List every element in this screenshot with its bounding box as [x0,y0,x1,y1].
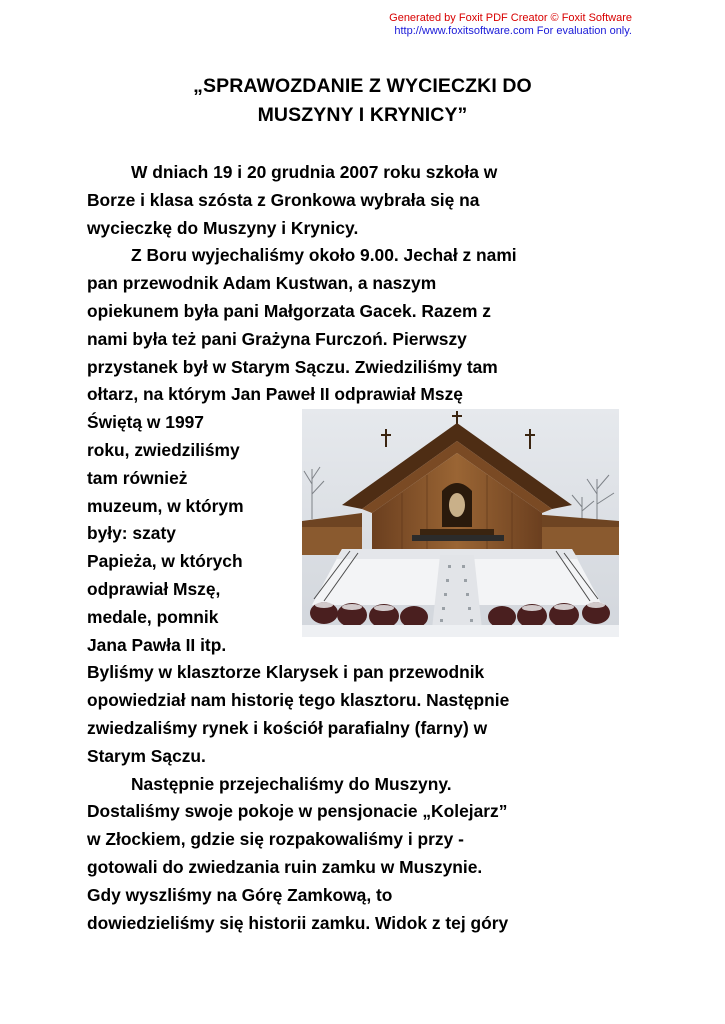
paragraph-2-line: przystanek był w Starym Sączu. Zwiedziliśmy tam [87,356,498,377]
paragraph-2-line: zwiedzaliśmy rynek i kościół parafialny (farny) w [87,717,488,738]
wrapped-line: medale, pomnik [87,606,219,627]
paragraph-2-line: Byliśmy w klasztorze Klarysek i pan przewodnik [87,662,485,683]
paragraph-3-line: Gdy wyszliśmy na Górę Zamkową, to [87,884,393,905]
paragraph-1-line: Borze i klasa szósta z Gronkowa wybrała się na [87,189,480,210]
paragraph-3-line: w Złockiem, gdzie się rozpakowaliśmy i przy - [87,829,464,850]
paragraph-3-line: Następnie przejechaliśmy do Muszyny. [131,773,452,794]
paragraph-2-line: nami była też pani Grażyna Furczoń. Pierwszy [87,328,467,349]
document-title [0,72,725,130]
wrapped-line: tam również [87,467,188,488]
title-line-2: MUSZYNY I KRYNICY” [257,104,468,126]
paragraph-2-line: Starym Sączu. [87,745,206,766]
paragraph-3-line: dowiedzieliśmy się historii zamku. Widok z tej góry [87,912,509,933]
paragraph-3-line: Dostaliśmy swoje pokoje w pensjonacie „Kolejarz” [87,801,508,822]
paragraph-1-line: wycieczkę do Muszyny i Krynicy. [87,217,359,238]
altar-illustration [302,409,619,637]
wrapped-line: Jana Pawła II itp. [87,634,227,655]
watermark-line-2: http://www.foxitsoftware.com For evaluation only. [394,25,632,37]
paragraph-2-line: pan przewodnik Adam Kustwan, a naszym [87,273,437,294]
wrapped-line: były: szaty [87,523,176,544]
wrapped-line: Świętą w 1997 [87,412,204,433]
title-line-1: „SPRAWOZDANIE Z WYCIECZKI DO [193,75,532,97]
paragraph-2-line: Z Boru wyjechaliśmy około 9.00. Jechał z nami [131,245,517,266]
paragraph-3-line: gotowali do zwiedzania ruin zamku w Muszynie. [87,856,483,877]
wrapped-line: muzeum, w którym [87,495,244,516]
watermark-line-1: Generated by Foxit PDF Creator © Foxit Software [389,12,632,24]
wrapped-line: Papieża, w których [87,551,243,572]
paragraph-2-line: opiekunem była pani Małgorzata Gacek. Razem z [87,300,491,321]
paragraph-2-line: ołtarz, na którym Jan Paweł II odprawiał Mszę [87,384,463,405]
foxit-watermark [389,12,632,38]
wrapped-line: roku, zwiedziliśmy [87,439,240,460]
paragraph-1-line: W dniach 19 i 20 grudnia 2007 roku szkoła w [131,162,498,182]
altar-photo [302,409,619,637]
paragraph-2-line: opowiedział nam historię tego klasztoru. Następnie [87,690,510,711]
wrapped-line: odprawiał Mszę, [87,578,221,599]
